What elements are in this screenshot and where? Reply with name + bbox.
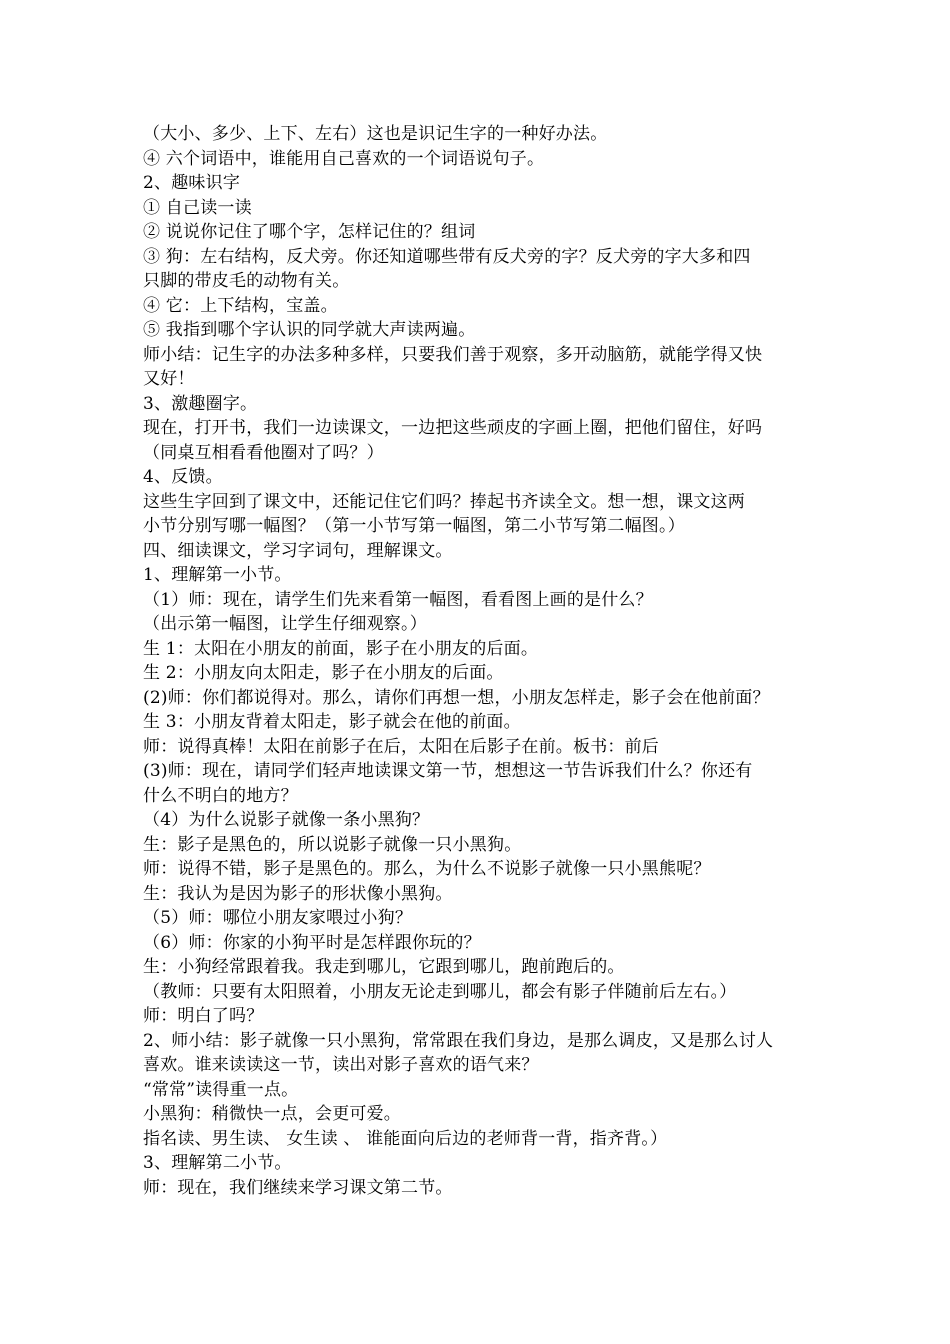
text-line: （5）师：哪位小朋友家喂过小狗？: [143, 908, 413, 928]
text-line: 4、反馈。: [143, 467, 223, 487]
text-line: ④ 它：上下结构，宝盖。: [143, 295, 338, 316]
text-line: 又好！: [143, 369, 195, 389]
text-line: (2)师：你们都说得对。那么，请你们再想一想，小朋友怎样走，影子会在他前面？: [143, 687, 770, 708]
text-line: ⑤ 我指到哪个字认识的同学就大声读两遍。: [143, 320, 476, 340]
text-line: （4）为什么说影子就像一条小黑狗？: [143, 810, 430, 830]
text-line: （教师：只要有太阳照着，小朋友无论走到哪儿，都会有影子伴随前后左右。）: [143, 981, 737, 1002]
text-line: (3)师：现在，请同学们轻声地读课文第一节，想想这一节告诉我们什么？你还有: [143, 761, 753, 781]
text-line: （同桌互相看看他圈对了吗？）: [143, 442, 384, 463]
text-line: 师小结：记生字的办法多种多样，只要我们善于观察，多开动脑筋，就能学得又快: [143, 344, 763, 365]
text-line: 2、师小结：影子就像一只小黑狗，常常跟在我们身边，是那么调皮，又是那么讨人: [143, 1030, 774, 1051]
text-line: 喜欢。谁来读读这一节，读出对影子喜欢的语气来？: [143, 1055, 539, 1075]
text-line: 这些生字回到了课文中，还能记住它们吗？捧起书齐读全文。想一想，课文这两: [143, 491, 745, 512]
text-line: 1、理解第一小节。: [143, 565, 292, 585]
text-line: 生：我认为是因为影子的形状像小黑狗。: [143, 883, 453, 904]
text-line: （6）师：你家的小狗平时是怎样跟你玩的？: [143, 932, 481, 953]
text-line: 生 1：太阳在小朋友的前面，影子在小朋友的后面。: [143, 638, 539, 659]
text-line: 生：影子是黑色的，所以说影子就像一只小黑狗。: [143, 834, 522, 855]
text-line: （出示第一幅图，让学生仔细观察。）: [143, 614, 427, 634]
text-line: 师：说得不错，影子是黑色的。那么，为什么不说影子就像一只小黑熊呢？: [143, 859, 711, 879]
text-line: 3、理解第二小节。: [143, 1153, 292, 1173]
text-line: 指名读、男生读、 女生读 、 谁能面向后边的老师背一背，指齐背。）: [143, 1128, 668, 1149]
text-line: 生 3：小朋友背着太阳走，影子就会在他的前面。: [143, 712, 521, 732]
text-line: 师：说得真棒！太阳在前影子在后，太阳在后影子在前。板书：前后: [143, 736, 659, 757]
text-line: ④ 六个词语中，谁能用自己喜欢的一个词语说句子。: [143, 148, 545, 169]
text-line: 师：现在，我们继续来学习课文第二节。: [143, 1177, 453, 1198]
text-line: （1）师：现在，请学生们先来看第一幅图，看看图上画的是什么？: [143, 589, 653, 610]
text-line: （大小、多少、上下、左右）这也是识记生字的一种好办法。: [143, 124, 608, 144]
text-line: 师：明白了吗？: [143, 1006, 264, 1026]
text-line: 生：小狗经常跟着我。我走到哪儿，它跟到哪儿，跑前跑后的。: [143, 957, 625, 977]
text-line: 只脚的带皮毛的动物有关。: [143, 271, 350, 291]
text-line: ① 自己读一读: [143, 197, 252, 218]
text-line: 现在，打开书，我们一边读课文，一边把这些顽皮的字画上圈，把他们留住，好吗: [143, 418, 763, 438]
document-body: [143, 122, 813, 1200]
text-line: 什么不明白的地方？: [143, 785, 298, 806]
text-line: 3、激趣圈字。: [143, 393, 258, 414]
text-line: 生 2：小朋友向太阳走，影子在小朋友的后面。: [143, 663, 504, 683]
text-line: 四、细读课文，学习字词句，理解课文。: [143, 540, 453, 561]
text-line: ② 说说你记住了哪个字，怎样记住的？组词: [143, 222, 476, 242]
text-line: ③ 狗：左右结构，反犬旁。你还知道哪些带有反犬旁的字？反犬旁的字大多和四: [143, 246, 751, 267]
text-line: 2、趣味识字: [143, 173, 241, 193]
text-line: 小黑狗：稍微快一点，会更可爱。: [143, 1104, 401, 1124]
text-line: “常常”读得重一点。: [143, 1079, 299, 1100]
text-line: 小节分别写哪一幅图？（第一小节写第一幅图，第二小节写第二幅图。）: [143, 516, 685, 536]
